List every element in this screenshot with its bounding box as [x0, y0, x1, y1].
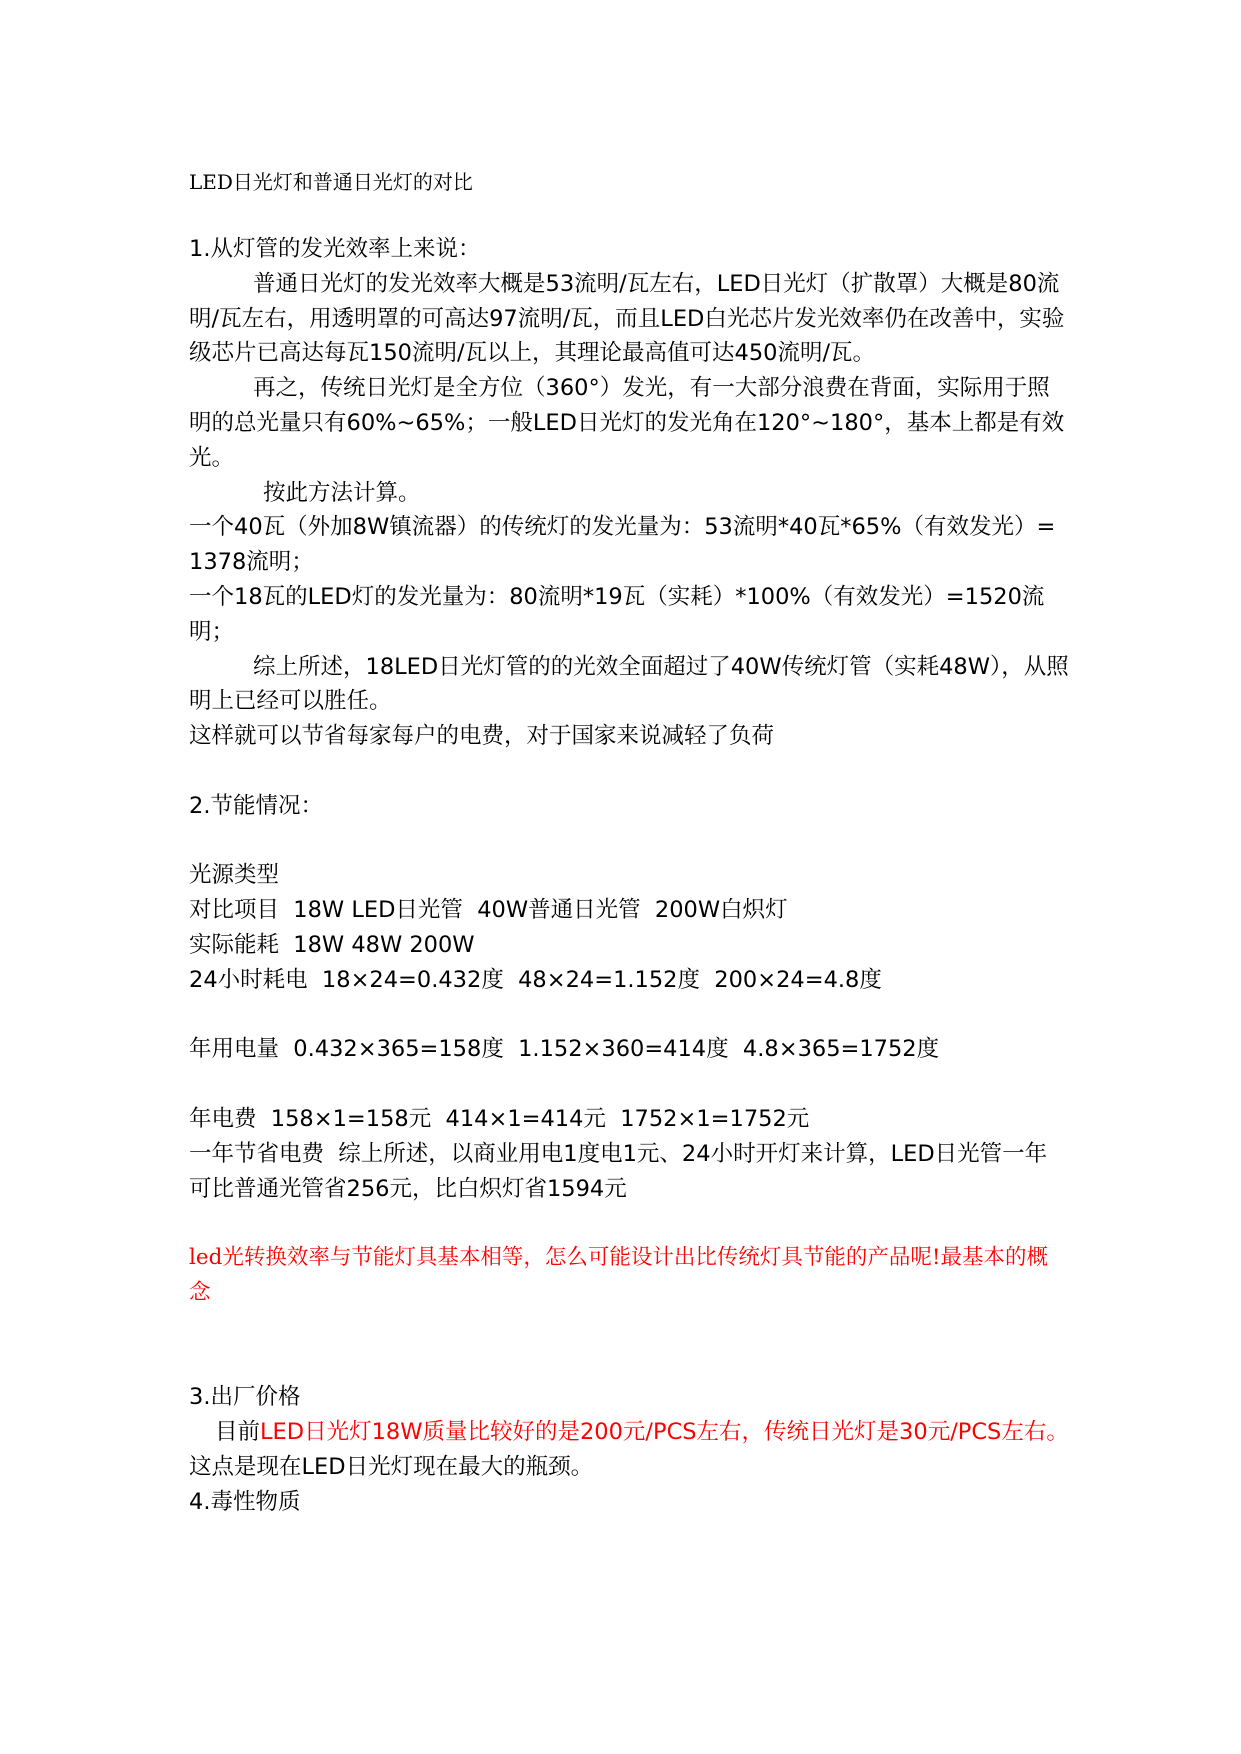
table-row-year-fee: 年电费 158×1=158元 414×1=414元 1752×1=1752元 [189, 1105, 810, 1132]
spacer [189, 1346, 1069, 1381]
section-1-paragraph-method: 按此方法计算。 [263, 479, 421, 506]
section-1-paragraph-traditional: 一个40瓦（外加8W镇流器）的传统灯的发光量为：53流明*40瓦*65%（有效发光）=1378流明； [189, 514, 1056, 576]
table-row-power: 实际能耗 18W 48W 200W [189, 931, 475, 958]
section-1-paragraph-conclusion: 这样就可以节省每家每户的电费，对于国家来说减轻了负荷 [189, 723, 775, 750]
table-row-year-usage: 年用电量 0.432×365=158度 1.152×360=414度 4.8×365=1752度 [189, 1036, 940, 1063]
spacer [189, 998, 1069, 1033]
section-3-tail: 这点是现在LED日光灯现在最大的瓶颈。 [189, 1453, 594, 1480]
document-page [189, 165, 1069, 1519]
table-row-savings: 一年节省电费 综上所述，以商业用电1度电1元、24小时开灯来计算，LED日光管一年可比普通光管省256元，比白炽灯省1594元 [189, 1140, 1048, 1202]
section-1-paragraph-summary: 综上所述，18LED日光灯管的的光效全面超过了40W传统灯管（实耗48W），从照明上已经可以胜任。 [189, 653, 1069, 715]
section-3-red-text: LED日光灯18W质量比较好的是200元/PCS左右，传统日光灯是30元/PCS左右。 [260, 1419, 1069, 1446]
spacer [189, 754, 1069, 789]
section-3-lead: 目前 [215, 1419, 261, 1446]
section-1-paragraph-led: 一个18瓦的LED灯的发光量为：80流明*19瓦（实耗）*100%（有效发光）=1520流明； [189, 583, 1045, 645]
table-row-compare: 对比项目 18W LED日光管 40W普通日光管 200W白炽灯 [189, 897, 788, 924]
spacer [189, 199, 1069, 232]
spacer [189, 1311, 1069, 1346]
section-4-heading: 4.毒性物质 [189, 1488, 301, 1515]
section-3-heading: 3.出厂价格 [189, 1384, 301, 1411]
spacer [189, 1206, 1069, 1241]
section-1-paragraph-efficiency: 普通日光灯的发光效率大概是53流明/瓦左右，LED日光灯（扩散罩）大概是80流明/瓦左右，用透明罩的可高达97流明/瓦，而且LED白光芯片发光效率仍在改善中，实验级芯片已高达每瓦150流明/瓦以上，其理论最高值可达450流明/瓦。 [189, 270, 1065, 367]
document-title: LED日光灯和普通日光灯的对比 [189, 170, 473, 194]
section-3-paragraph [189, 1415, 1069, 1485]
table-row-24h: 24小时耗电 18×24=0.432度 48×24=1.152度 200×24=4.8度 [189, 966, 882, 993]
section-1-paragraph-angle: 再之，传统日光灯是全方位（360°）发光，有一大部分浪费在背面，实际用于照明的总光量只有60%~65%；一般LED日光灯的发光角在120°~180°，基本上都是有效光。 [189, 375, 1065, 471]
red-note: led光转换效率与节能灯具基本相等，怎么可能设计出比传统灯具节能的产品呢!最基本的概念 [189, 1245, 1049, 1305]
spacer [189, 1067, 1069, 1102]
table-row-light-type: 光源类型 [189, 862, 280, 889]
section-1-heading: 1.从灯管的发光效率上来说： [189, 236, 481, 262]
spacer [189, 824, 1069, 859]
section-2-heading: 2.节能情况： [189, 792, 323, 819]
